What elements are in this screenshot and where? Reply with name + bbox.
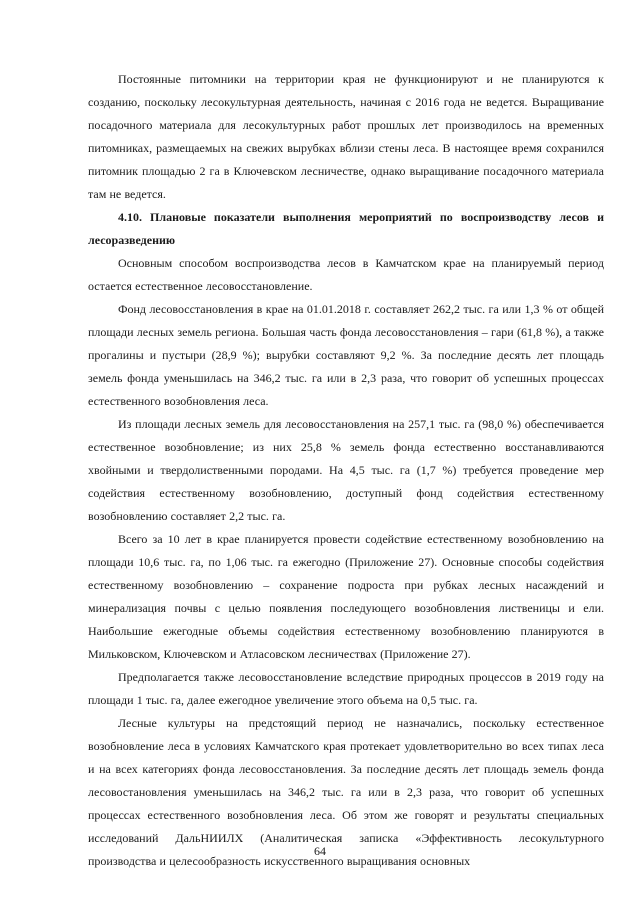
document-page — [88, 68, 604, 905]
paragraph-assistance-plan: Всего за 10 лет в крае планируется провести содействие естественному возобновлению на площади 10,6 тыс. га, по 1,06 тыс. га ежегодно (Приложение 27). Основные способы содействия естественному возобновлению – сохранение подроста при рубках лесных насаждений и минерализация почвы с целью появления последующего возобновления лиственицы и ели. Наибольшие ежегодные объемы содействия естественному возобновлению планируются в Мильковском, Ключевском и Атласовском лесничествах (Приложение 27). — [88, 532, 604, 661]
paragraph-restoration-fund: Фонд лесовосстановления в крае на 01.01.2018 г. составляет 262,2 тыс. га или 1,3 % от общей площади лесных земель региона. Большая часть фонда лесовосстановления – гари (61,8 %), а также прогалины и пустыри (28,9 %); вырубки составляют 9,2 %. За последние десять лет площадь земель фонда уменьшилась на 346,2 тыс. га или в 2,3 раза, что говорит об успешных процессах естественного возобновления леса. — [88, 302, 604, 408]
paragraph-natural-regeneration: Из площади лесных земель для лесовосстановления на 257,1 тыс. га (98,0 %) обеспечивается естественное возобновление; из них 25,8 % земель фонда естественно восстанавливаются хвойными и твердолиственными породами. На 4,5 тыс. га (1,7 %) требуется проведение мер содействия естественному возобновлению, доступный фонд содействия естественному возобновлению составляет 2,2 тыс. га. — [88, 417, 604, 523]
paragraph-main-method: Основным способом воспроизводства лесов в Камчатском крае на планируемый период остается естественное лесовосстановление. — [88, 256, 604, 293]
section-heading: 4.10. Плановые показатели выполнения мероприятий по воспроизводству лесов и лесоразведению — [88, 210, 604, 247]
paragraph-natural-processes: Предполагается также лесовосстановление вследствие природных процессов в 2019 году на площади 1 тыс. га, далее ежегодное увеличение этого объема на 0,5 тыс. га. — [88, 670, 604, 707]
paragraph-forest-cultures: Лесные культуры на предстоящий период не назначались, поскольку естественное возобновление леса в условиях Камчатского края протекает удовлетворительно во всех типах леса и на всех категориях фонда лесовосстановления. За последние десять лет площадь земель фонда лесовостановления уменьшилась на 346,2 тыс. га или в 2,3 раза, что говорит об успешных процессах естественного возобновления леса. Об этом же говорят и результаты специальных исследований ДальНИИЛХ (Аналитическая записка «Эффективность лесокультурного производства и целесообразность искусственного выращивания основных — [88, 716, 604, 868]
paragraph-nurseries: Постоянные питомники на территории края не функционируют и не планируются к созданию, поскольку лесокультурная деятельность, начиная с 2016 года не ведется. Выращивание посадочного материала для лесокультурных работ прошлых лет производилось на временных питомниках, размещаемых на свежих вырубках вблизи стены леса. В настоящее время сохранился питомник площадью 2 га в Ключевском лесничестве, однако выращивание посадочного материала там не ведется. — [88, 72, 604, 201]
page-number: 64 — [314, 844, 326, 858]
